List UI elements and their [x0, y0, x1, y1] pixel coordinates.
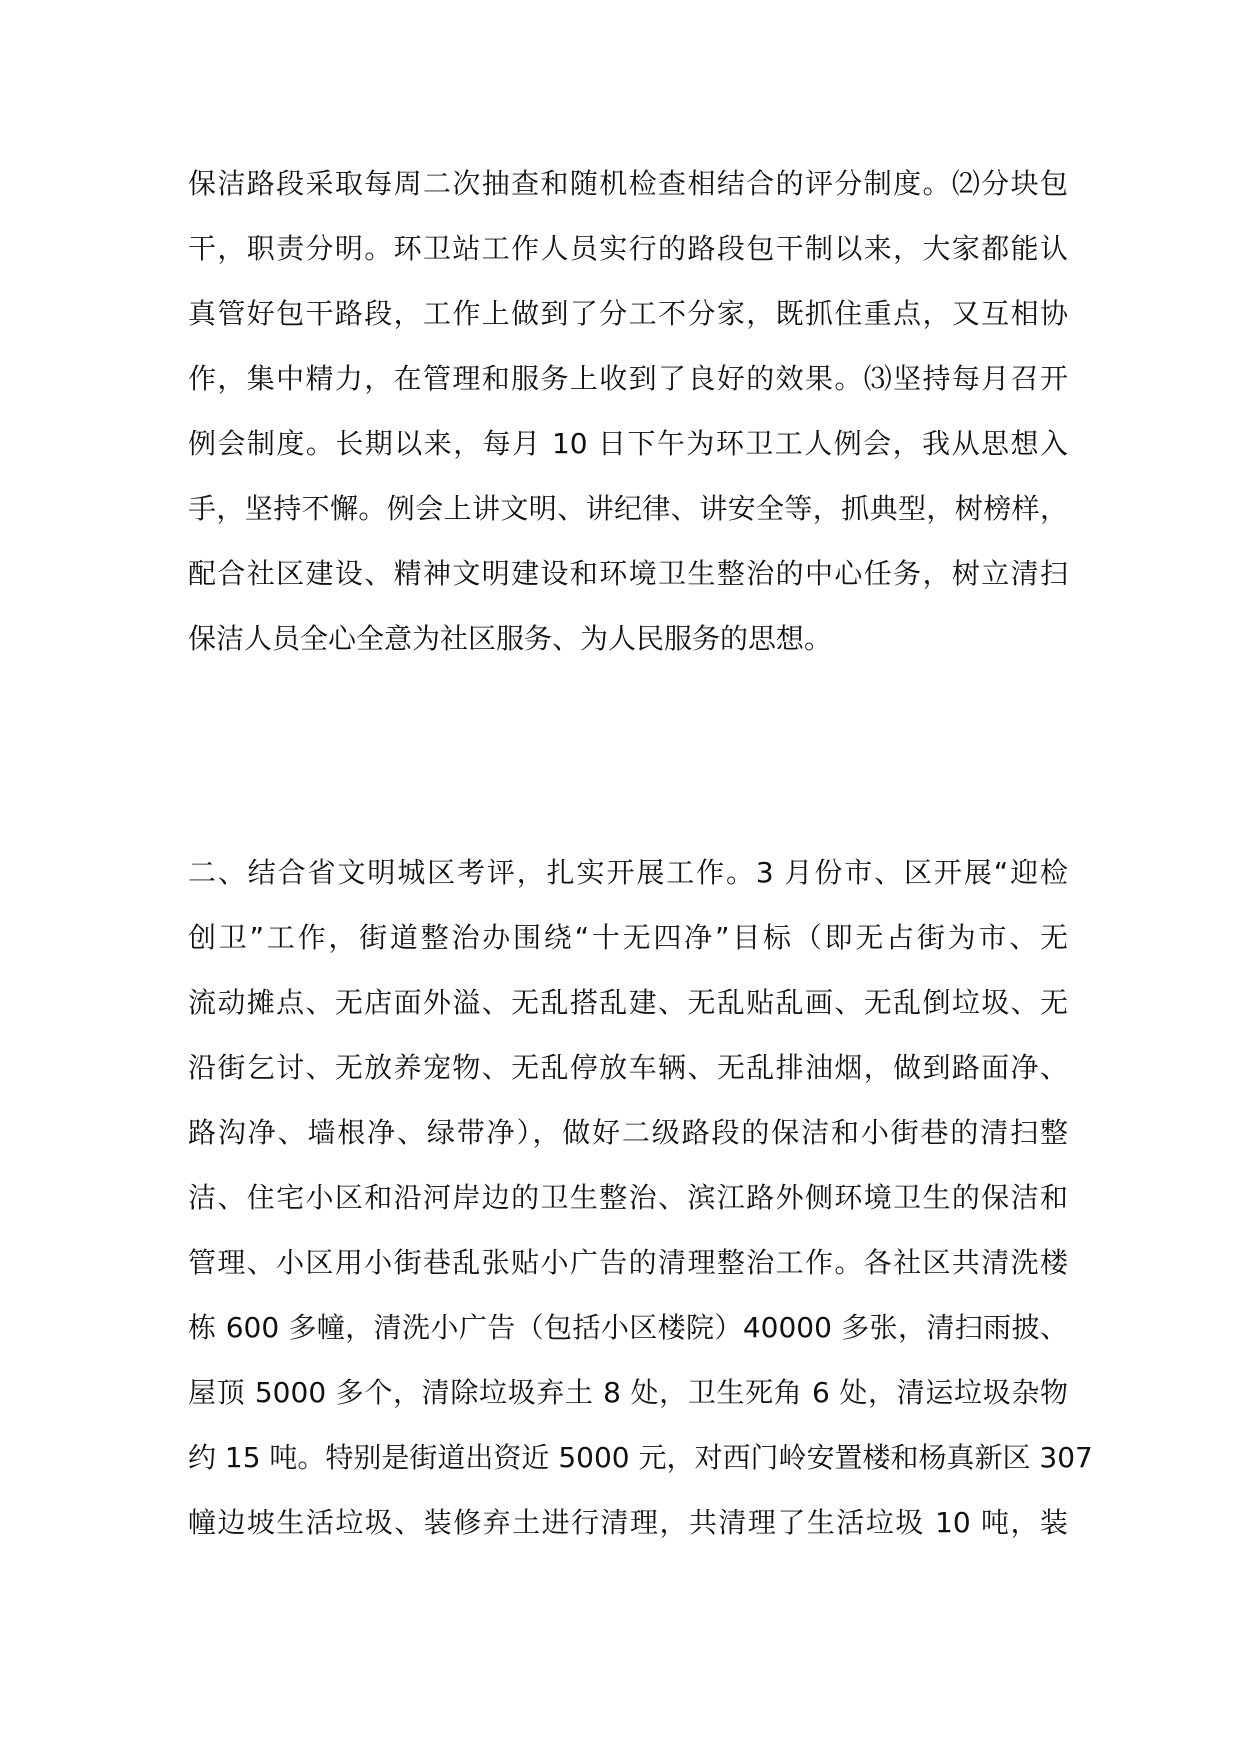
paragraph-line: 例会制度。长期以来，每月 10 日下午为环卫工人例会，我从思想入	[188, 427, 1068, 460]
paragraph-line: 幢边坡生活垃圾、装修弃土进行清理，共清理了生活垃圾 10 吨，装	[188, 1506, 1068, 1539]
paragraph-line: 流动摊点、无店面外溢、无乱搭乱建、无乱贴乱画、无乱倒垃圾、无	[188, 986, 1068, 1019]
paragraph-line: 洁、住宅小区和沿河岸边的卫生整治、滨江路外侧环境卫生的保洁和	[188, 1181, 1068, 1214]
paragraph-line: 二、结合省文明城区考评，扎实开展工作。3 月份市、区开展“迎检	[188, 856, 1068, 889]
paragraph-line: 保洁路段采取每周二次抽查和随机检查相结合的评分制度。⑵分块包	[188, 167, 1068, 200]
paragraph-line: 手，坚持不懈。例会上讲文明、讲纪律、讲安全等，抓典型，树榜样，	[188, 492, 1068, 525]
paragraph-line: 约 15 吨。特别是街道出资近 5000 元，对西门岭安置楼和杨真新区 307	[188, 1441, 1093, 1474]
paragraph-line: 屋顶 5000 多个，清除垃圾弃土 8 处，卫生死角 6 处，清运垃圾杂物	[188, 1376, 1068, 1409]
paragraph-line: 路沟净、墙根净、绿带净），做好二级路段的保洁和小街巷的清扫整	[188, 1116, 1068, 1149]
paragraph-line: 管理、小区用小街巷乱张贴小广告的清理整治工作。各社区共清洗楼	[188, 1246, 1068, 1279]
paragraph-line: 配合社区建设、精神文明建设和环境卫生整治的中心任务，树立清扫	[188, 557, 1068, 590]
paragraph-line: 保洁人员全心全意为社区服务、为人民服务的思想。	[188, 622, 833, 655]
paragraph-line: 创卫”工作，街道整治办围绕“十无四净”目标（即无占街为市、无	[188, 921, 1068, 954]
paragraph-1	[188, 151, 1068, 671]
paragraph-2	[188, 840, 1093, 1555]
paragraph-line: 作，集中精力，在管理和服务上收到了良好的效果。⑶坚持每月召开	[188, 362, 1068, 395]
paragraph-line: 栋 600 多幢，清洗小广告（包括小区楼院）40000 多张，清扫雨披、	[188, 1311, 1068, 1344]
paragraph-line: 干，职责分明。环卫站工作人员实行的路段包干制以来，大家都能认	[188, 232, 1068, 265]
paragraph-line: 沿街乞讨、无放养宠物、无乱停放车辆、无乱排油烟，做到路面净、	[188, 1051, 1068, 1084]
paragraph-line: 真管好包干路段，工作上做到了分工不分家，既抓住重点，又互相协	[188, 297, 1068, 330]
